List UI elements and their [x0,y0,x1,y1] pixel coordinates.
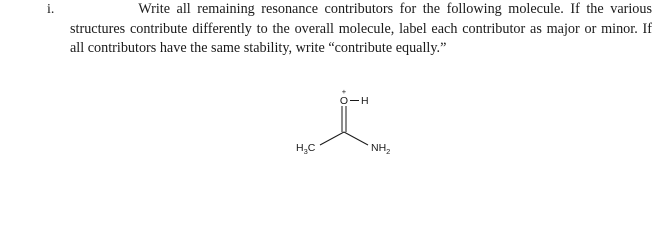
amine-group: NH2 [371,142,391,156]
methyl-bond [320,132,344,145]
molecule-structure [270,85,410,165]
answer-blank [70,12,132,13]
item-number: i. [47,2,55,17]
question-text [70,0,652,59]
question-body: Write all remaining resonance contributors for the following molecule. If the various structures contribute differently to the overall molecule, label each contributor as major or minor. If all contributors have the same stability, write “contribute equally.” [70,1,652,57]
positive-charge: + [341,87,347,96]
amine-bond [344,132,368,145]
hydrogen-atom: H [361,95,369,107]
oxygen-atom: O [339,95,349,107]
methyl-group: H3C [296,142,316,156]
